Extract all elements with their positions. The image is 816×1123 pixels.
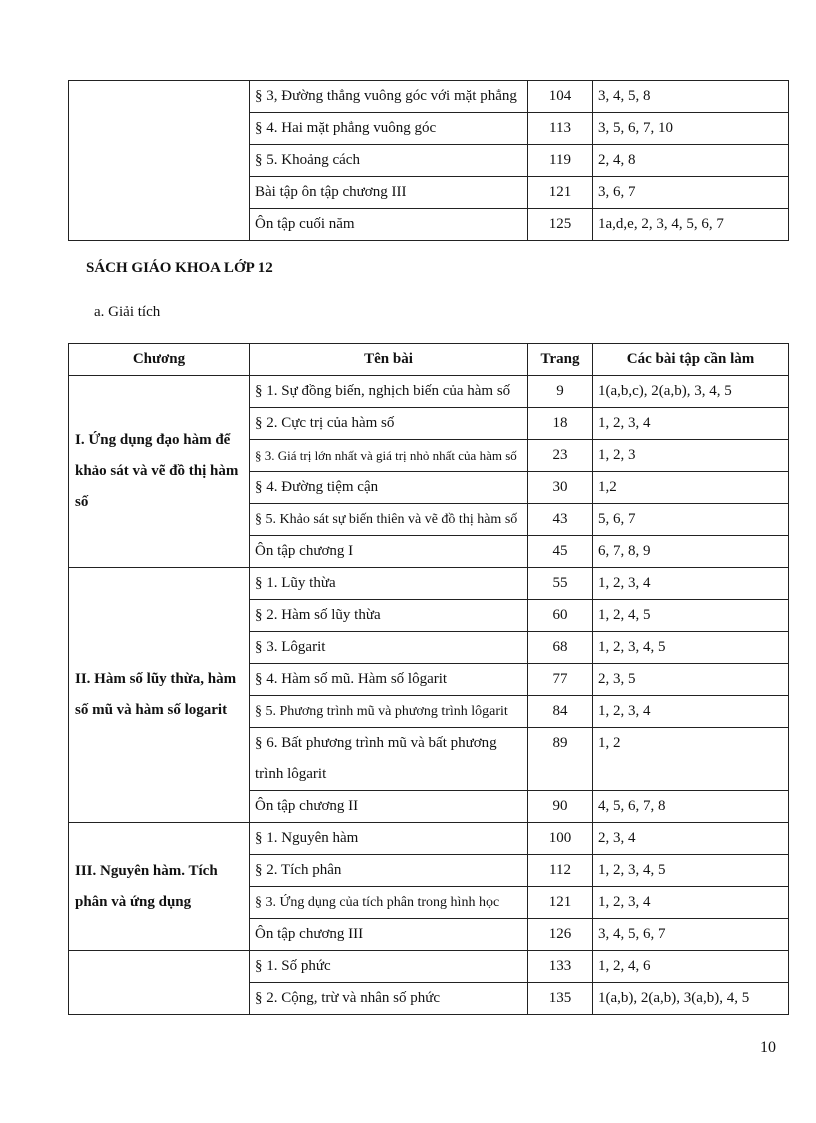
table-row bbox=[69, 568, 789, 600]
exercises-cell: 1, 2, 4, 6 bbox=[593, 951, 789, 983]
page-cell: 90 bbox=[528, 791, 593, 823]
exercises-cell: 1(a,b,c), 2(a,b), 3, 4, 5 bbox=[593, 376, 789, 408]
exercises-cell: 3, 5, 6, 7, 10 bbox=[593, 113, 789, 145]
table-header-row bbox=[69, 344, 789, 376]
exercises-cell: 1, 2, 4, 5 bbox=[593, 600, 789, 632]
exercises-cell: 1, 2, 3, 4 bbox=[593, 887, 789, 919]
exercises-cell: 3, 6, 7 bbox=[593, 177, 789, 209]
chapter-cell: II. Hàm số lũy thừa, hàm số mũ và hàm số logarit bbox=[69, 568, 250, 823]
lesson-cell: § 5. Khoảng cách bbox=[250, 145, 528, 177]
page-cell: 112 bbox=[528, 855, 593, 887]
lesson-cell: Ôn tập chương I bbox=[250, 536, 528, 568]
chapter-cell: I. Ứng dụng đạo hàm để khảo sát và vẽ đồ thị hàm số bbox=[69, 376, 250, 568]
lesson-cell: § 3. Lôgarit bbox=[250, 632, 528, 664]
lesson-cell: § 4. Hàm số mũ. Hàm số lôgarit bbox=[250, 664, 528, 696]
lesson-cell: § 6. Bất phương trình mũ và bất phương trình lôgarit bbox=[250, 728, 528, 791]
exercise-table bbox=[68, 343, 789, 1015]
exercises-cell: 5, 6, 7 bbox=[593, 504, 789, 536]
exercises-cell: 4, 5, 6, 7, 8 bbox=[593, 791, 789, 823]
lesson-cell: § 5. Phương trình mũ và phương trình lôgarit bbox=[250, 696, 528, 728]
exercises-cell: 1, 2, 3, 4 bbox=[593, 408, 789, 440]
lesson-cell: Ôn tập chương II bbox=[250, 791, 528, 823]
exercises-cell: 1, 2, 3, 4 bbox=[593, 568, 789, 600]
exercises-cell: 1, 2, 3 bbox=[593, 440, 789, 472]
header-page: Trang bbox=[528, 344, 593, 376]
lesson-cell: § 3. Ứng dụng của tích phân trong hình học bbox=[250, 887, 528, 919]
exercises-cell: 1,2 bbox=[593, 472, 789, 504]
exercises-cell: 2, 4, 8 bbox=[593, 145, 789, 177]
table-row bbox=[69, 823, 789, 855]
lesson-cell: § 1. Lũy thừa bbox=[250, 568, 528, 600]
lesson-cell: § 3. Giá trị lớn nhất và giá trị nhỏ nhất của hàm số bbox=[250, 440, 528, 472]
page-cell: 126 bbox=[528, 919, 593, 951]
exercises-cell: 1, 2, 3, 4, 5 bbox=[593, 855, 789, 887]
page-cell: 55 bbox=[528, 568, 593, 600]
page-cell: 84 bbox=[528, 696, 593, 728]
exercises-cell: 1(a,b), 2(a,b), 3(a,b), 4, 5 bbox=[593, 983, 789, 1015]
page-cell: 125 bbox=[528, 209, 593, 241]
lesson-cell: Ôn tập chương III bbox=[250, 919, 528, 951]
lesson-cell: § 1. Sự đồng biến, nghịch biến của hàm số bbox=[250, 376, 528, 408]
exercises-cell: 3, 4, 5, 6, 7 bbox=[593, 919, 789, 951]
header-chapter: Chương bbox=[69, 344, 250, 376]
exercises-cell: 2, 3, 5 bbox=[593, 664, 789, 696]
exercises-cell: 6, 7, 8, 9 bbox=[593, 536, 789, 568]
table-row bbox=[69, 376, 789, 408]
exercises-cell: 1a,d,e, 2, 3, 4, 5, 6, 7 bbox=[593, 209, 789, 241]
page-cell: 104 bbox=[528, 81, 593, 113]
page-cell: 121 bbox=[528, 887, 593, 919]
page-cell: 23 bbox=[528, 440, 593, 472]
page-cell: 133 bbox=[528, 951, 593, 983]
page-cell: 100 bbox=[528, 823, 593, 855]
page-cell: 77 bbox=[528, 664, 593, 696]
exercises-cell: 1, 2, 3, 4, 5 bbox=[593, 632, 789, 664]
continuation-table bbox=[68, 80, 789, 241]
lesson-cell: § 4. Hai mặt phẳng vuông góc bbox=[250, 113, 528, 145]
exercises-cell: 1, 2, 3, 4 bbox=[593, 696, 789, 728]
chapter-cell bbox=[69, 951, 250, 1015]
page-cell: 113 bbox=[528, 113, 593, 145]
textbook-heading: SÁCH GIÁO KHOA LỚP 12 bbox=[86, 260, 273, 276]
chapter-cell: III. Nguyên hàm. Tích phân và ứng dụng bbox=[69, 823, 250, 951]
lesson-cell: § 2. Hàm số lũy thừa bbox=[250, 600, 528, 632]
page-cell: 121 bbox=[528, 177, 593, 209]
exercises-cell: 1, 2 bbox=[593, 728, 789, 791]
lesson-cell: § 1. Nguyên hàm bbox=[250, 823, 528, 855]
exercises-cell: 3, 4, 5, 8 bbox=[593, 81, 789, 113]
exercises-cell: 2, 3, 4 bbox=[593, 823, 789, 855]
page-cell: 60 bbox=[528, 600, 593, 632]
lesson-cell: § 5. Khảo sát sự biến thiên và vẽ đồ thị hàm số bbox=[250, 504, 528, 536]
page-cell: 135 bbox=[528, 983, 593, 1015]
lesson-cell: Bài tập ôn tập chương III bbox=[250, 177, 528, 209]
lesson-cell: Ôn tập cuối năm bbox=[250, 209, 528, 241]
page-cell: 89 bbox=[528, 728, 593, 791]
page-cell: 18 bbox=[528, 408, 593, 440]
page-number: 10 bbox=[760, 1039, 776, 1056]
lesson-cell: § 3, Đường thẳng vuông góc với mặt phẳng bbox=[250, 81, 528, 113]
table-row bbox=[69, 81, 789, 113]
page-cell: 68 bbox=[528, 632, 593, 664]
section-heading: a. Giải tích bbox=[94, 304, 161, 320]
page-cell: 43 bbox=[528, 504, 593, 536]
empty-chapter-cell bbox=[69, 81, 250, 241]
lesson-cell: § 1. Số phức bbox=[250, 951, 528, 983]
page-cell: 9 bbox=[528, 376, 593, 408]
lesson-cell: § 4. Đường tiệm cận bbox=[250, 472, 528, 504]
lesson-cell: § 2. Cộng, trừ và nhân số phức bbox=[250, 983, 528, 1015]
page-cell: 119 bbox=[528, 145, 593, 177]
page-cell: 30 bbox=[528, 472, 593, 504]
header-exercises: Các bài tập cần làm bbox=[593, 344, 789, 376]
lesson-cell: § 2. Cực trị của hàm số bbox=[250, 408, 528, 440]
table-row bbox=[69, 951, 789, 983]
lesson-cell: § 2. Tích phân bbox=[250, 855, 528, 887]
page-cell: 45 bbox=[528, 536, 593, 568]
header-lesson: Tên bài bbox=[250, 344, 528, 376]
